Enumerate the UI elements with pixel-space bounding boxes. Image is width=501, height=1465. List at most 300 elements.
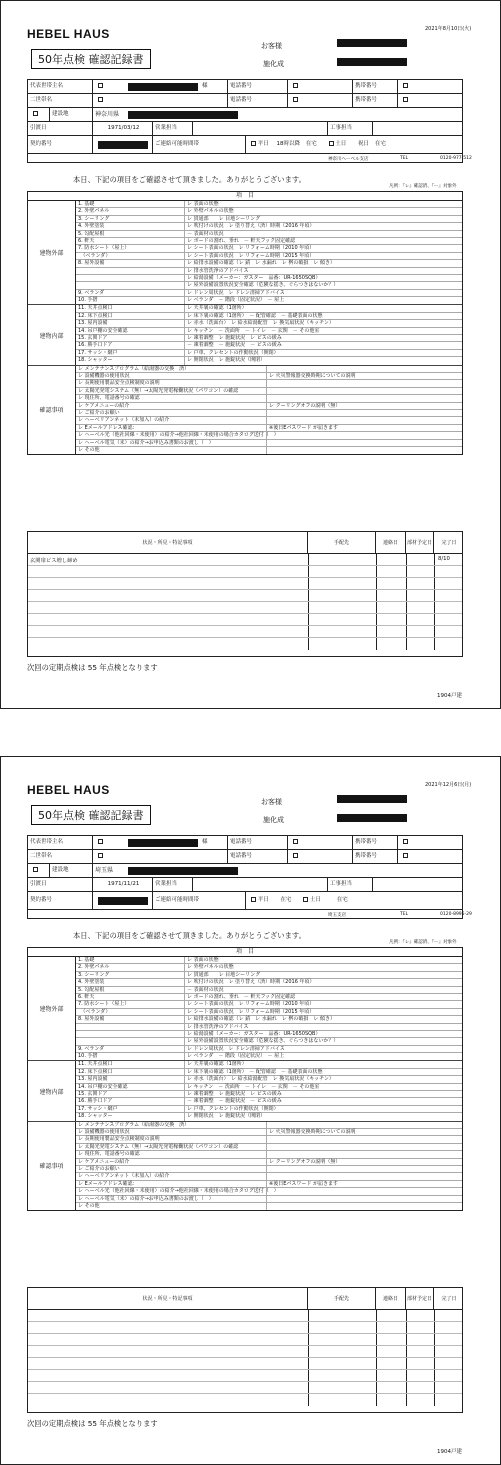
status-header-5: 完了日 xyxy=(441,1296,457,1302)
item-detail xyxy=(266,432,269,438)
item-name: レ ヘーベリアンネット（未加入）の紹介 xyxy=(78,417,170,424)
item-name: 7. 防水シート（屋上） xyxy=(78,1001,130,1008)
donichi: 土日 xyxy=(335,141,347,147)
tel-label: TEL xyxy=(400,156,409,161)
redacted-contract xyxy=(98,141,148,149)
item-detail xyxy=(266,1196,269,1202)
donichi: 土日 xyxy=(310,897,322,903)
item-name: レ ご紹介のお願い xyxy=(78,1165,120,1172)
phone2-checkbox[interactable] xyxy=(293,853,298,858)
item-name: レ 長期使用製品安全点検制度の説明 xyxy=(78,380,160,387)
status-row[interactable] xyxy=(28,626,462,638)
item-name: 7. 防水シート（屋上） xyxy=(78,245,130,252)
item-detail: レ ボードの割れ、垂れ － 軒天フック固定確認 xyxy=(184,238,295,244)
redacted-customer-name xyxy=(337,39,407,47)
redacted-rep-name xyxy=(128,839,198,847)
item-name: 8. 屋外設備 xyxy=(78,1016,105,1023)
mobile-label: 携帯番号 xyxy=(353,94,398,107)
office-line: 神奈川ヘーベル支店 xyxy=(328,157,369,162)
item-name: 1. 基礎 xyxy=(78,201,95,207)
item-detail: レ 外壁パネルの状態 xyxy=(184,964,234,970)
item-row xyxy=(76,987,462,994)
section-1 xyxy=(28,201,462,305)
status-row[interactable] xyxy=(28,602,462,614)
item-name: （ベランダ） xyxy=(78,1008,111,1015)
site-label: 建設地 xyxy=(50,864,93,877)
site-label: 建設地 xyxy=(50,108,93,121)
redacted-contract xyxy=(98,897,148,905)
item-detail: レ 火災警報器交換時期についての説明 xyxy=(266,373,356,379)
status-header-3: 連絡日 xyxy=(376,532,406,553)
item-detail xyxy=(266,388,269,394)
inspection-items-grid xyxy=(27,947,463,1211)
item-detail: レ クーリングオフの説明（無） xyxy=(266,403,340,409)
rep-checkbox[interactable] xyxy=(98,83,103,88)
item-row xyxy=(76,201,462,208)
item-row xyxy=(76,1046,462,1053)
grid-header: 項 目 xyxy=(28,192,462,201)
item-row xyxy=(76,1151,462,1158)
phone-label: 電話番号 xyxy=(228,850,288,863)
item-name: 17. サッシ・網戸 xyxy=(78,1105,118,1112)
item-detail xyxy=(266,1173,269,1179)
item-detail: レ 開閉状況 レ 施錠状況（開閉） xyxy=(184,1113,265,1120)
nisetai-checkbox[interactable] xyxy=(98,853,103,858)
item-name: 12. 床下点検口 xyxy=(78,312,113,319)
item-detail: レ シート表面の状況 レ リフォーム時期（2010 年頃） xyxy=(184,1001,314,1007)
item-row xyxy=(76,1196,462,1203)
item-name: 5. 勾配屋根 xyxy=(78,230,105,237)
item-detail xyxy=(266,1203,269,1210)
item-detail: レ 給排水設備の確認（レ 錆 レ 水漏れ レ 桝の破損 レ 傾き） xyxy=(184,1016,335,1022)
customer-info-table xyxy=(27,835,472,919)
item-detail: レ ボードの割れ、垂れ － 軒天フック固定確認 xyxy=(184,994,295,1000)
company-logo: HEBEL HAUS xyxy=(27,27,110,41)
item-row xyxy=(76,979,462,986)
customer-info-table xyxy=(27,79,472,163)
tel-label: TEL xyxy=(400,912,409,917)
sama: 様 xyxy=(200,836,228,849)
item-name: 6. 軒天 xyxy=(78,237,95,244)
site-checkbox[interactable] xyxy=(33,111,38,116)
heijitsu-time: 18時以降 xyxy=(276,141,301,147)
redacted-address xyxy=(128,867,238,875)
handover-label: 引渡日 xyxy=(28,122,93,135)
intro-text: 本日、下記の項目をご確認させて頂きました。ありがとうございます。 xyxy=(73,931,306,940)
item-row xyxy=(76,1024,462,1031)
tel: 0120-8995-29 xyxy=(440,912,472,917)
item-row xyxy=(76,1016,462,1023)
status-row[interactable] xyxy=(28,554,462,566)
item-row xyxy=(76,1038,462,1045)
zaitaku: 在宅 xyxy=(280,897,292,903)
item-row xyxy=(76,297,462,304)
status-header-4: 部材予定日 xyxy=(406,532,434,553)
item-name: レ 長期使用製品安全点検制度の説明 xyxy=(78,1136,160,1143)
item-detail: レ 貫通部 レ 目地シーリング xyxy=(184,972,260,978)
section-2 xyxy=(28,1061,462,1121)
phone-checkbox[interactable] xyxy=(293,839,298,844)
item-detail: ※後日Eパスワード が届きます xyxy=(266,425,338,431)
item-row xyxy=(76,380,462,387)
item-name: 14. 吊戸棚の安全確認 xyxy=(78,1083,128,1090)
item-name: 3. シーリング xyxy=(78,215,110,222)
item-name: 11. 天井点検口 xyxy=(78,1061,113,1068)
item-detail: レ 床下裏の確認（1箇所） － 配管確認 － 基礎表面の状態 xyxy=(184,1069,322,1075)
item-row xyxy=(76,957,462,964)
item-detail xyxy=(266,1144,269,1150)
item-detail: レ 火災警報器交換時期についての説明 xyxy=(266,1129,356,1135)
item-row xyxy=(76,1173,462,1180)
item-row xyxy=(76,1122,462,1129)
item-row xyxy=(76,432,462,439)
status-row[interactable] xyxy=(28,1394,462,1406)
redacted-branch xyxy=(337,814,407,822)
status-header-4: 部材予定日 xyxy=(406,1288,434,1309)
item-detail xyxy=(266,417,269,423)
heijitsu: 平日 xyxy=(257,141,269,147)
item-row xyxy=(76,395,462,402)
status-row[interactable] xyxy=(28,578,462,590)
redacted-rep-name xyxy=(128,83,198,91)
section-name: 確認事項 xyxy=(28,1122,76,1211)
item-row xyxy=(76,1113,462,1120)
item-detail: レ 屋外設備設置状況安全確認（危険な揺き、ぐらつきはないか？） xyxy=(184,282,338,288)
item-detail xyxy=(266,410,269,416)
section-name: 建物内部 xyxy=(28,305,76,364)
item-row xyxy=(76,208,462,215)
mobile2-checkbox[interactable] xyxy=(403,97,408,102)
status-row[interactable] xyxy=(28,1346,462,1358)
status-header-2: 手配先 xyxy=(308,1288,376,1309)
item-row xyxy=(76,417,462,424)
sales-label: 営業担当 xyxy=(153,122,193,135)
grid-header: 項 目 xyxy=(28,948,462,957)
footer-code: 1904戸建 xyxy=(437,693,462,699)
document-date: 2021年8月10日(火) xyxy=(425,26,472,32)
nisetai-label: 二世帯名 xyxy=(28,94,93,107)
item-row xyxy=(76,440,462,447)
redacted-customer-name xyxy=(337,795,407,803)
status-header-2: 手配先 xyxy=(308,532,376,553)
next-check-note: 次回の定期点検は 55 年点検となります xyxy=(27,663,158,672)
item-detail: レ 戸車、クレセントの作動状況（開閉） xyxy=(184,350,279,356)
item-detail xyxy=(266,1122,269,1128)
item-detail: レ 赤水（洗面台） レ 給水給湯配管 レ 換気扇状況（キッチン） xyxy=(184,1076,334,1082)
zaitaku2: 在宅 xyxy=(336,897,348,903)
section-name: 建物外部 xyxy=(28,957,76,1060)
item-row xyxy=(76,1159,462,1166)
item-detail: レ 貫通部 レ 目地シーリング xyxy=(184,216,260,222)
item-name: レ ヘーベル光（他社回線・未使用）の紹介→他社回線・未使用の場合カタログ送付（ ） xyxy=(78,432,279,439)
mobile-label: 携帯番号 xyxy=(353,836,398,849)
item-name: レ ご紹介のお願い xyxy=(78,409,120,416)
item-detail: レ シート表面の状況 レ リフォーム時期（2015 年頃） xyxy=(184,1009,314,1015)
status-row[interactable] xyxy=(28,1322,462,1334)
item-name: レ 太陽光発電システム（無）→太陽光発電稼働状況（パワコン）の確認 xyxy=(78,1143,239,1150)
item-row xyxy=(76,350,462,357)
item-detail: レ キッチン － 洗面所 － トイレ － 玄関 － その他室 xyxy=(184,328,319,334)
item-detail: レ シート表面の状況 レ リフォーム時期（2010 年頃） xyxy=(184,245,314,251)
phone-checkbox[interactable] xyxy=(293,83,298,88)
contract-label: 契約番号 xyxy=(28,892,93,909)
item-name: レ メンテナンスプログラム（給湯器の交換 済） xyxy=(78,365,190,372)
legend-text: 凡例：『レ』確認済、『ー』対象外 xyxy=(389,940,457,945)
item-detail: レ シート表面の状況 レ リフォーム時期（2015 年頃） xyxy=(184,253,314,259)
item-detail: レ 天井裏の確認（1箇所） xyxy=(184,1061,247,1067)
item-name: レ ヘーベル光（他社回線・未使用）の紹介→他社回線・未使用の場合カタログ送付（ ） xyxy=(78,1188,279,1195)
item-detail: － 凍着調整 － 施錠状況 － ビスの緩み xyxy=(184,1098,282,1104)
contact-label: ご連絡可能時間帯 xyxy=(153,136,246,153)
item-detail: レ 排水管洗浄のアドバイス xyxy=(184,1024,248,1030)
shukujitsu: 祝日 xyxy=(358,141,370,147)
item-name: レ 設備機器の使用状況 xyxy=(78,372,130,379)
item-detail: レ 排水管洗浄のアドバイス xyxy=(184,268,248,274)
item-row xyxy=(76,328,462,335)
zaitaku: 在宅 xyxy=(305,141,317,147)
customer-label: お客様 xyxy=(261,42,282,50)
section-1 xyxy=(28,957,462,1061)
section-name: 確認事項 xyxy=(28,366,76,455)
weekend-checkbox[interactable] xyxy=(329,141,334,146)
item-detail xyxy=(266,366,269,372)
item-detail: レ ベランダ － 階段（固定状況） － 屋上 xyxy=(184,297,284,304)
item-detail xyxy=(266,1136,269,1142)
item-detail xyxy=(266,380,269,386)
weekday-checkbox[interactable] xyxy=(251,141,256,146)
item-name: 11. 天井点検口 xyxy=(78,305,113,312)
customer-label: お客様 xyxy=(261,798,282,806)
item-name: レ 太陽光発電システム（無）→太陽光発電稼働状況（パワコン）の確認 xyxy=(78,387,239,394)
weekday-checkbox[interactable] xyxy=(251,897,256,902)
item-name: 9. ベランダ xyxy=(78,1045,105,1052)
item-detail: レ 赤水（洗面台） レ 給水給湯配管 レ 換気扇状況（キッチン） xyxy=(184,320,334,326)
item-name: 10. 手摺 xyxy=(78,297,98,304)
construction-label: 工事担当 xyxy=(328,122,373,135)
item-detail: レ 給湯設備（メーカー：ガスター 品番：UR-1650SQB） xyxy=(184,275,321,281)
item-row xyxy=(76,1001,462,1008)
item-name: レ その他 xyxy=(78,1202,100,1209)
status-row[interactable] xyxy=(28,1358,462,1370)
status-row[interactable] xyxy=(28,638,462,650)
status-header-1: 状況・所見・特記事項 xyxy=(28,1288,308,1309)
redacted-branch xyxy=(337,58,407,66)
mobile2-checkbox[interactable] xyxy=(403,853,408,858)
item-detail: レ 屋外設備設置状況安全確認（危険な揺き、ぐらつきはないか？） xyxy=(184,1038,338,1044)
heijitsu: 平日 xyxy=(257,897,269,903)
item-name: 13. 屋内設備 xyxy=(78,320,108,327)
item-name: 2. 外壁パネル xyxy=(78,208,110,215)
nisetai-checkbox[interactable] xyxy=(98,97,103,102)
item-name: 4. 外壁塗装 xyxy=(78,223,105,230)
item-name: 4. 外壁塗装 xyxy=(78,979,105,986)
status-row[interactable] xyxy=(28,1382,462,1394)
mobile-label: 携帯番号 xyxy=(353,80,398,93)
item-detail: レ 表面の状態 xyxy=(184,201,219,207)
section-3 xyxy=(28,366,462,455)
item-name: 15. 玄関ドア xyxy=(78,1091,108,1098)
company-logo: HEBEL HAUS xyxy=(27,783,110,797)
section-2 xyxy=(28,305,462,365)
item-row xyxy=(76,425,462,432)
intro-text: 本日、下記の項目をご確認させて頂きました。ありがとうございます。 xyxy=(73,175,306,184)
item-detail xyxy=(266,1166,269,1172)
item-detail: レ 吹付けの状況 レ 塗り替え（済）時期（2016 年頃） xyxy=(184,979,315,985)
document-title: 50年点検 確認記録書 xyxy=(31,805,151,825)
sales-label: 営業担当 xyxy=(153,878,193,891)
document-title: 50年点検 確認記録書 xyxy=(31,49,151,69)
item-detail: レ 床下裏の確認（1箇所） － 配管確認 － 基礎表面の状態 xyxy=(184,313,322,319)
item-row xyxy=(76,1181,462,1188)
item-name: レ 設備機器の使用状況 xyxy=(78,1128,130,1135)
status-header-3: 連絡日 xyxy=(376,1288,406,1309)
item-row xyxy=(76,1076,462,1083)
item-name: 10. 手摺 xyxy=(78,1053,98,1060)
item-row xyxy=(76,1061,462,1068)
status-row[interactable] xyxy=(28,1370,462,1382)
status-note: 玄関扉ビス増し締め xyxy=(30,558,78,564)
item-row xyxy=(76,366,462,373)
status-note-date: 8/10 xyxy=(438,556,450,562)
phone-label: 電話番号 xyxy=(228,94,288,107)
status-row[interactable] xyxy=(28,1334,462,1346)
status-header-5: 完了日 xyxy=(441,540,457,546)
legend-text: 凡例：『レ』確認済、『ー』対象外 xyxy=(389,184,457,189)
section-name: 建物内部 xyxy=(28,1061,76,1120)
item-detail xyxy=(266,1151,269,1157)
item-name: レ メンテナンスプログラム（給湯器の交換 済） xyxy=(78,1121,190,1128)
item-row xyxy=(76,1098,462,1105)
item-detail: レ 凍着調整 レ 施錠状況 レ ビスの緩み xyxy=(184,335,282,341)
status-row[interactable] xyxy=(28,614,462,626)
inspection-items-grid xyxy=(27,191,463,455)
item-name: 13. 屋内設備 xyxy=(78,1076,108,1083)
item-detail: レ 外壁パネルの状態 xyxy=(184,208,234,214)
item-name: 1. 基礎 xyxy=(78,957,95,963)
item-name: レ 現住所、電話番号の確認 xyxy=(78,395,140,402)
item-row xyxy=(76,1188,462,1195)
inspection-form-page-1 xyxy=(0,0,501,709)
item-name: 3. シーリング xyxy=(78,971,110,978)
item-row xyxy=(76,320,462,327)
status-row[interactable] xyxy=(28,566,462,578)
item-row xyxy=(76,245,462,252)
rep-label: 代表世帯主名 xyxy=(28,80,93,93)
nisetai-label: 二世帯名 xyxy=(28,850,93,863)
item-name: レ ヘーベル電気（未）の紹介→お申込み書類のお渡し（ ） xyxy=(78,1195,214,1202)
item-name: 8. 屋外設備 xyxy=(78,260,105,267)
item-name: レ ケアメニューの紹介 xyxy=(78,402,130,409)
item-detail: ※後日Eパスワード が届きます xyxy=(266,1181,338,1187)
item-detail: レ 天井裏の確認（1箇所） xyxy=(184,305,247,311)
item-detail xyxy=(266,440,269,446)
item-detail xyxy=(266,1188,269,1194)
item-detail: － 表面材の状況 xyxy=(184,231,224,237)
status-table xyxy=(27,531,463,657)
item-row xyxy=(76,1106,462,1113)
item-row xyxy=(76,223,462,230)
branch-label: 施化成 xyxy=(263,816,284,824)
status-header-1: 状況・所見・特記事項 xyxy=(28,532,308,553)
item-row xyxy=(76,260,462,267)
sama: 様 xyxy=(200,80,228,93)
site-value: 埼玉県 xyxy=(95,867,114,874)
phone-label: 電話番号 xyxy=(228,80,288,93)
section-name: 建物外部 xyxy=(28,201,76,304)
footer-code: 1904戸建 xyxy=(437,1449,462,1455)
mobile-checkbox[interactable] xyxy=(403,83,408,88)
contact-label: ご連絡可能時間帯 xyxy=(153,892,246,909)
site-checkbox[interactable] xyxy=(33,867,38,872)
item-row xyxy=(76,964,462,971)
item-name: 18. シャッター xyxy=(78,1113,113,1120)
item-row xyxy=(76,403,462,410)
inspection-form-page-2 xyxy=(0,756,501,1465)
branch-label: 施化成 xyxy=(263,60,284,68)
status-row[interactable] xyxy=(28,1310,462,1322)
section-3 xyxy=(28,1122,462,1211)
tel: 0120-977-512 xyxy=(440,156,472,161)
item-row xyxy=(76,282,462,289)
item-row xyxy=(76,305,462,312)
item-name: 12. 床下点検口 xyxy=(78,1068,113,1075)
item-name: 14. 吊戸棚の安全確認 xyxy=(78,327,128,334)
item-name: 16. 勝手口ドア xyxy=(78,1098,113,1105)
item-row xyxy=(76,1203,462,1210)
handover-value: 1971/11/21 xyxy=(93,878,153,891)
redacted-address xyxy=(128,111,238,119)
item-detail: レ 吹付けの状況 レ 塗り替え（済）時期（2016 年頃） xyxy=(184,223,315,229)
item-detail: レ 戸車、クレセントの作動状況（開閉） xyxy=(184,1106,279,1112)
item-detail: レ ドレン周状況 レ ドレン清掃アドバイス xyxy=(184,1046,285,1052)
item-row xyxy=(76,290,462,297)
item-detail: レ 給排水設備の確認（レ 錆 レ 水漏れ レ 桝の破損 レ 傾き） xyxy=(184,260,335,266)
item-detail: レ 開閉状況 レ 施錠状況（開閉） xyxy=(184,357,265,364)
item-row xyxy=(76,268,462,275)
item-detail: レ クーリングオフの説明（無） xyxy=(266,1159,340,1165)
rep-checkbox[interactable] xyxy=(98,839,103,844)
item-row xyxy=(76,231,462,238)
item-detail: レ ベランダ － 階段（固定状況） － 屋上 xyxy=(184,1053,284,1060)
item-name: 6. 軒天 xyxy=(78,993,95,1000)
item-row xyxy=(76,357,462,364)
handover-label: 引渡日 xyxy=(28,878,93,891)
item-name: 9. ベランダ xyxy=(78,289,105,296)
item-detail xyxy=(266,447,269,454)
item-name: 18. シャッター xyxy=(78,357,113,364)
construction-label: 工事担当 xyxy=(328,878,373,891)
phone-label: 電話番号 xyxy=(228,836,288,849)
item-row xyxy=(76,447,462,454)
item-name: レ Eメールアドレス確認： xyxy=(78,424,138,431)
item-name: 15. 玄関ドア xyxy=(78,335,108,342)
item-detail: レ キッチン － 洗面所 － トイレ － 玄関 － その他室 xyxy=(184,1084,319,1090)
phone2-checkbox[interactable] xyxy=(293,97,298,102)
handover-value: 1971/03/12 xyxy=(93,122,153,135)
mobile-checkbox[interactable] xyxy=(403,839,408,844)
weekend-checkbox[interactable] xyxy=(303,897,308,902)
item-detail: － 表面材の状況 xyxy=(184,987,224,993)
site-value: 神奈川県 xyxy=(95,111,120,118)
item-detail: レ ドレン周状況 レ ドレン清掃アドバイス xyxy=(184,290,285,296)
item-detail: レ 凍着調整 レ 施錠状況 レ ビスの緩み xyxy=(184,1091,282,1097)
status-row[interactable] xyxy=(28,590,462,602)
office-line: 埼玉支店 xyxy=(328,913,346,918)
item-name: 17. サッシ・網戸 xyxy=(78,349,118,356)
item-name: レ ヘーベリアンネット（未加入）の紹介 xyxy=(78,1173,170,1180)
item-name: レ ヘーベル電気（未）の紹介→お申込み書類のお渡し（ ） xyxy=(78,439,214,446)
item-detail: レ 給湯設備（メーカー：ガスター 品番：UR-1650SQB） xyxy=(184,1031,321,1037)
